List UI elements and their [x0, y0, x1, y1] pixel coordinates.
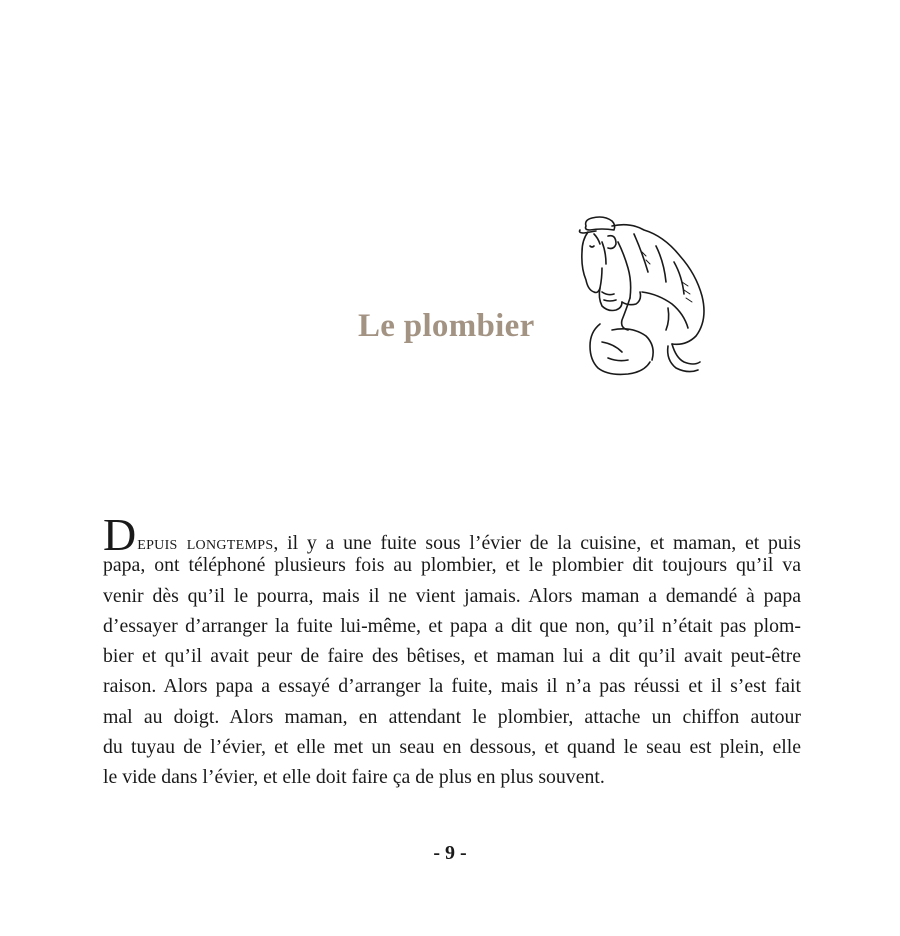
text-line: raison. Alors papa a essayé d’arranger la fuite, mais il n’a pas réussi et il s’est fait — [103, 675, 801, 698]
small-caps-opening: epuis longtemps — [137, 532, 274, 554]
text-line: bier et qu’il avait peur de faire des bêtises, et maman lui a dit qu’il avait peut-être — [103, 645, 801, 668]
text-line: le vide dans l’évier, et elle doit faire ça de plus en plus souvent. — [103, 766, 605, 789]
text-line — [103, 509, 801, 560]
text-line: papa, ont téléphoné plusieurs fois au plombier, et le plombier dit toujours qu’il va — [103, 554, 801, 577]
plumber-sketch-icon — [572, 212, 712, 384]
drop-cap: D — [103, 509, 137, 560]
text-line: du tuyau de l’évier, et elle met un seau en dessous, et quand le seau est plein, elle — [103, 736, 801, 759]
page-number: - 9 - — [433, 842, 467, 864]
text-line: mal au doigt. Alors maman, en attendant le plombier, attache un chiffon autour — [103, 705, 801, 728]
first-line-text: , il y a une fuite sous l’évier de la cuisine, et maman, et puis — [273, 532, 801, 554]
chapter-title: Le plombier — [358, 308, 535, 344]
text-line: venir dès qu’il le pourra, mais il ne vient jamais. Alors maman a demandé à papa — [103, 584, 801, 607]
text-line: d’essayer d’arranger la fuite lui-même, et papa a dit que non, qu’il n’était pas plom- — [103, 614, 801, 637]
chapter-body-text — [103, 509, 801, 793]
